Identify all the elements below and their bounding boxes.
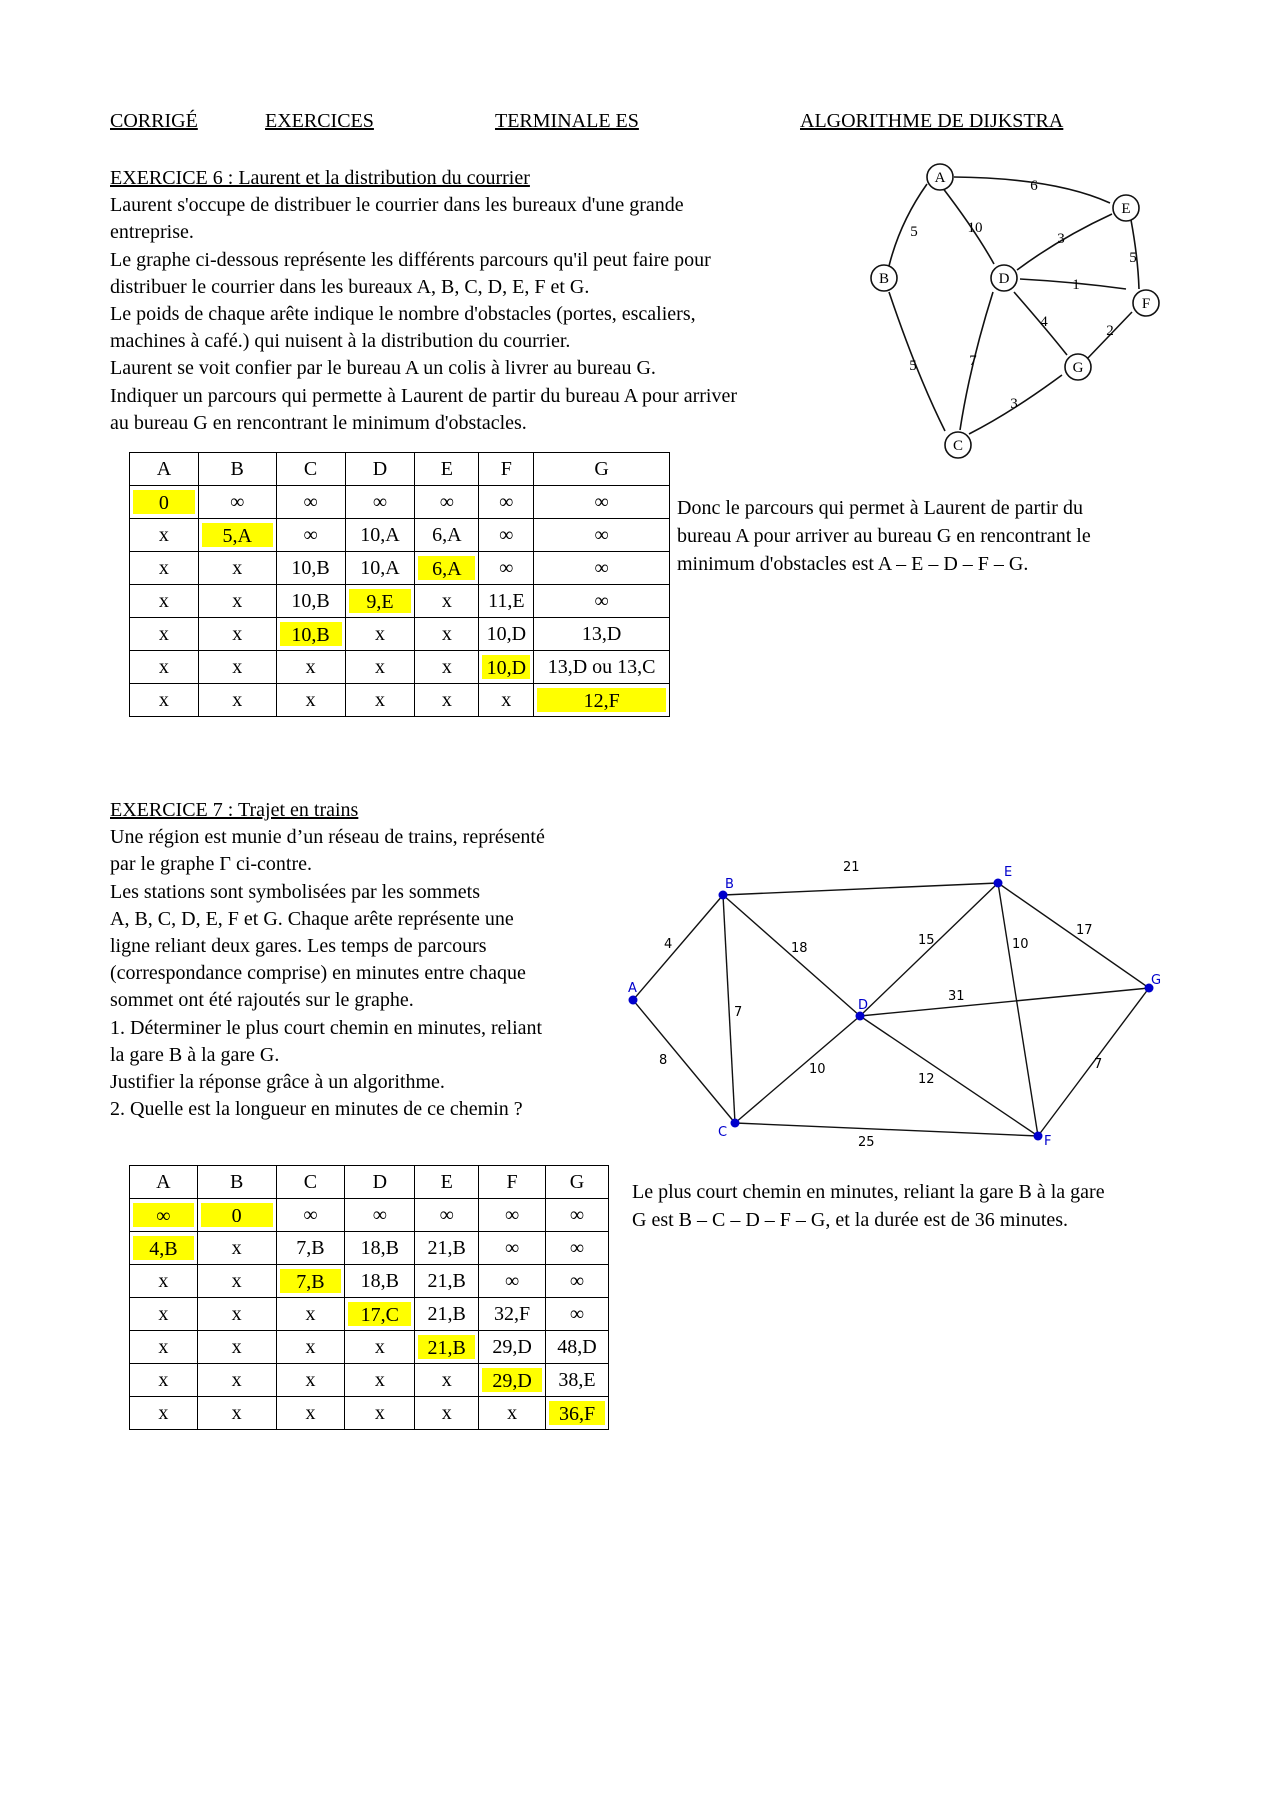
table-cell: x xyxy=(198,618,276,651)
ex6-weight: 5 xyxy=(909,358,917,374)
highlighted-value: 12,F xyxy=(537,688,666,712)
ex6-vertex-label: G xyxy=(1072,360,1084,376)
table-cell: ∞ xyxy=(276,1199,345,1232)
table-cell: 10,A xyxy=(345,552,415,585)
table-cell: x xyxy=(345,618,415,651)
ex7-line: 1. Déterminer le plus court chemin en minutes, reliant xyxy=(110,1016,543,1039)
ex7-edge-a-b xyxy=(633,895,723,1000)
ex6-line: Le graphe ci-dessous représente les différents parcours qu'il peut faire pour xyxy=(110,248,711,271)
ex6-line: entreprise. xyxy=(110,221,194,244)
table-cell: 18,B xyxy=(345,1232,415,1265)
table-row xyxy=(130,486,670,519)
table-cell: ∞ xyxy=(479,1199,546,1232)
table-cell: ∞ xyxy=(479,519,534,552)
table-header-cell: G xyxy=(546,1166,609,1199)
table-row xyxy=(130,1298,609,1331)
ex7-graph xyxy=(620,850,1180,1160)
ex6-weight: 5 xyxy=(910,224,918,240)
ex7-answer xyxy=(632,1178,1105,1234)
table-cell xyxy=(345,585,415,618)
table-header-cell: F xyxy=(479,453,534,486)
ex7-vertex-label: G xyxy=(1151,973,1162,988)
ex7-line: la gare B à la gare G. xyxy=(110,1043,280,1066)
table-row xyxy=(130,519,670,552)
ex6-vertex-label: A xyxy=(934,170,946,186)
ex6-vertex-label: C xyxy=(952,438,964,454)
ex6-vertex-label: E xyxy=(1121,201,1131,217)
table-header-cell: F xyxy=(479,1166,546,1199)
ex7-line: par le graphe Γ ci-contre. xyxy=(110,853,313,876)
ex6-weight: 1 xyxy=(1072,277,1080,293)
table-header-cell: E xyxy=(415,1166,479,1199)
table-cell: x xyxy=(415,651,479,684)
ex7-vertex-a xyxy=(629,996,638,1005)
table-cell: x xyxy=(198,552,276,585)
ex7-weight: 10 xyxy=(809,1062,826,1077)
table-cell: 13,D ou 13,C xyxy=(534,651,670,684)
table-cell: ∞ xyxy=(345,486,415,519)
table-cell: x xyxy=(415,684,479,717)
ex7-weight: 31 xyxy=(948,989,965,1004)
ex6-weight: 2 xyxy=(1106,323,1114,339)
ex6-weight: 10 xyxy=(967,220,983,236)
table-cell: x xyxy=(130,684,199,717)
table-cell: x xyxy=(130,1331,198,1364)
ex7-weight: 18 xyxy=(791,941,808,956)
table-cell xyxy=(479,1364,546,1397)
ex7-vertex-label: D xyxy=(858,998,869,1013)
ex7-line: Une région est munie d’un réseau de trains, représenté xyxy=(110,826,545,849)
ex7-dijkstra-table xyxy=(129,1165,609,1430)
header-terminale: TERMINALE ES xyxy=(495,110,639,132)
table-cell xyxy=(534,684,670,717)
ex7-edge-c-d xyxy=(735,1016,860,1123)
table-cell: ∞ xyxy=(546,1298,609,1331)
table-cell: x xyxy=(198,684,276,717)
ex7-line: sommet ont été rajoutés sur le graphe. xyxy=(110,989,414,1012)
table-cell xyxy=(415,552,479,585)
table-cell: 10,A xyxy=(345,519,415,552)
table-cell: x xyxy=(197,1364,276,1397)
table-cell: x xyxy=(130,519,199,552)
table-cell xyxy=(415,1331,479,1364)
ex7-vertex-f xyxy=(1034,1132,1043,1141)
table-cell: 11,E xyxy=(479,585,534,618)
highlighted-value: 4,B xyxy=(133,1236,194,1260)
table-cell: ∞ xyxy=(534,519,670,552)
ex7-line: Justifier la réponse grâce à un algorithme. xyxy=(110,1071,445,1094)
table-cell: 21,B xyxy=(415,1298,479,1331)
table-cell: 21,B xyxy=(415,1265,479,1298)
ex7-vertex-label: B xyxy=(725,877,734,892)
table-header-cell: C xyxy=(276,453,345,486)
ex7-answer-line: Le plus court chemin en minutes, reliant la gare B à la gare xyxy=(632,1181,1105,1203)
ex6-answer-line: Donc le parcours qui permet à Laurent de partir du xyxy=(677,497,1083,519)
table-header-cell: A xyxy=(130,453,199,486)
table-row xyxy=(130,651,670,684)
ex7-line: (correspondance comprise) en minutes entre chaque xyxy=(110,962,526,985)
table-cell: x xyxy=(415,1397,479,1430)
ex7-edge-e-g xyxy=(998,883,1149,988)
table-header-cell: D xyxy=(345,1166,415,1199)
table-cell: ∞ xyxy=(479,1232,546,1265)
table-cell: x xyxy=(130,1397,198,1430)
table-cell: x xyxy=(197,1331,276,1364)
highlighted-value: 29,D xyxy=(482,1368,542,1392)
table-header-cell: B xyxy=(197,1166,276,1199)
ex7-edge-b-e xyxy=(723,883,998,895)
table-cell: ∞ xyxy=(546,1232,609,1265)
ex6-vertex-label: D xyxy=(998,271,1010,287)
table-cell: x xyxy=(345,684,415,717)
table-cell: x xyxy=(197,1265,276,1298)
ex7-vertex-e xyxy=(994,879,1003,888)
ex7-weight: 21 xyxy=(843,860,860,875)
table-cell: x xyxy=(197,1232,276,1265)
ex6-line: au bureau G en rencontrant le minimum d'obstacles. xyxy=(110,411,527,434)
table-header-cell: B xyxy=(198,453,276,486)
ex6-line: Laurent s'occupe de distribuer le courrier dans les bureaux d'une grande xyxy=(110,194,684,217)
ex6-line: distribuer le courrier dans les bureaux A, B, C, D, E, F et G. xyxy=(110,275,590,298)
table-cell: x xyxy=(479,1397,546,1430)
table-cell: ∞ xyxy=(534,552,670,585)
ex7-vertex-c xyxy=(731,1119,740,1128)
ex7-line: A, B, C, D, E, F et G. Chaque arête représente une xyxy=(110,907,514,930)
table-cell: 18,B xyxy=(345,1265,415,1298)
highlighted-value: 0 xyxy=(201,1203,273,1227)
highlighted-value: 21,B xyxy=(418,1335,475,1359)
ex7-edge-c-f xyxy=(735,1123,1038,1136)
ex7-weight: 7 xyxy=(1094,1057,1103,1072)
ex6-title: EXERCICE 6 : Laurent et la distribution du courrier xyxy=(110,167,530,189)
table-cell: x xyxy=(130,552,199,585)
table-cell: x xyxy=(415,618,479,651)
table-cell: ∞ xyxy=(534,585,670,618)
table-cell: ∞ xyxy=(479,486,534,519)
ex6-line: machines à café.) qui nuisent à la distribution du courrier. xyxy=(110,330,571,353)
ex7-edge-d-g xyxy=(860,988,1149,1016)
table-cell: x xyxy=(130,618,199,651)
table-cell xyxy=(130,1232,198,1265)
table-cell: x xyxy=(345,1397,415,1430)
ex6-answer xyxy=(677,494,1091,578)
highlighted-value: 0 xyxy=(133,490,195,514)
table-cell: x xyxy=(276,684,345,717)
table-cell: x xyxy=(345,1331,415,1364)
highlighted-value: ∞ xyxy=(133,1203,194,1227)
ex6-edge-a-b xyxy=(889,184,927,266)
ex6-weight: 7 xyxy=(969,353,977,369)
table-row xyxy=(130,684,670,717)
table-row xyxy=(130,1364,609,1397)
table-cell xyxy=(198,519,276,552)
highlighted-value: 10,B xyxy=(280,622,342,646)
table-cell xyxy=(130,1199,198,1232)
table-cell: 32,F xyxy=(479,1298,546,1331)
ex7-line: Les stations sont symbolisées par les sommets xyxy=(110,880,480,903)
table-cell: 7,B xyxy=(276,1232,345,1265)
ex7-weight: 25 xyxy=(858,1135,875,1150)
table-cell: 48,D xyxy=(546,1331,609,1364)
table-header-row xyxy=(130,453,670,486)
ex7-edge-a-c xyxy=(633,1000,735,1123)
table-cell: ∞ xyxy=(479,1265,546,1298)
table-cell: x xyxy=(130,585,199,618)
table-cell: ∞ xyxy=(479,552,534,585)
table-cell xyxy=(276,618,345,651)
table-cell: x xyxy=(197,1298,276,1331)
ex7-vertex-label: F xyxy=(1044,1134,1052,1149)
highlighted-value: 6,A xyxy=(418,556,475,580)
table-row xyxy=(130,1232,609,1265)
table-cell: ∞ xyxy=(415,1199,479,1232)
table-header-row xyxy=(130,1166,609,1199)
table-cell xyxy=(276,1265,345,1298)
ex7-weight: 4 xyxy=(664,937,673,952)
table-cell: 10,B xyxy=(276,585,345,618)
ex7-weight: 8 xyxy=(659,1053,668,1068)
ex7-weight: 15 xyxy=(918,933,935,948)
ex7-vertex-label: E xyxy=(1004,865,1013,880)
table-row xyxy=(130,585,670,618)
table-cell: x xyxy=(276,1331,345,1364)
highlighted-value: 7,B xyxy=(280,1269,342,1293)
table-cell: 10,D xyxy=(479,618,534,651)
table-cell: x xyxy=(198,585,276,618)
table-cell: x xyxy=(276,1298,345,1331)
table-cell: x xyxy=(197,1397,276,1430)
table-cell: x xyxy=(130,1265,198,1298)
table-cell: x xyxy=(198,651,276,684)
table-cell: ∞ xyxy=(415,486,479,519)
ex6-vertex-label: F xyxy=(1141,296,1151,312)
ex7-vertex-label: A xyxy=(628,981,637,996)
table-row xyxy=(130,1199,609,1232)
table-header-cell: A xyxy=(130,1166,198,1199)
table-header-cell: D xyxy=(345,453,415,486)
ex6-line: Le poids de chaque arête indique le nombre d'obstacles (portes, escaliers, xyxy=(110,303,696,326)
table-header-cell: E xyxy=(415,453,479,486)
ex6-weight: 4 xyxy=(1040,314,1048,330)
ex7-line: 2. Quelle est la longueur en minutes de ce chemin ? xyxy=(110,1098,523,1121)
table-cell: ∞ xyxy=(198,486,276,519)
table-cell: 29,D xyxy=(479,1331,546,1364)
ex6-statement xyxy=(110,165,737,437)
ex7-weight: 7 xyxy=(734,1005,743,1020)
header-exercices: EXERCICES xyxy=(265,110,374,132)
table-cell: 38,E xyxy=(546,1364,609,1397)
table-header-cell: G xyxy=(534,453,670,486)
table-cell: 10,B xyxy=(276,552,345,585)
table-cell: ∞ xyxy=(276,519,345,552)
table-row xyxy=(130,1265,609,1298)
ex7-answer-line: G est B – C – D – F – G, et la durée est de 36 minutes. xyxy=(632,1209,1069,1231)
table-cell: x xyxy=(276,651,345,684)
ex7-weight: 12 xyxy=(918,1072,935,1087)
table-row xyxy=(130,552,670,585)
table-cell: x xyxy=(130,651,199,684)
table-cell: x xyxy=(479,684,534,717)
ex6-vertex-label: B xyxy=(878,271,890,287)
table-cell: x xyxy=(415,585,479,618)
table-cell xyxy=(197,1199,276,1232)
table-cell: ∞ xyxy=(276,486,345,519)
ex6-weight: 6 xyxy=(1030,178,1038,194)
highlighted-value: 5,A xyxy=(202,523,273,547)
table-cell: ∞ xyxy=(546,1199,609,1232)
ex7-line: ligne reliant deux gares. Les temps de parcours xyxy=(110,935,487,958)
table-row xyxy=(130,1397,609,1430)
table-cell: 13,D xyxy=(534,618,670,651)
table-cell: x xyxy=(276,1397,345,1430)
ex7-statement xyxy=(110,797,545,1123)
ex7-weight: 10 xyxy=(1012,937,1029,952)
table-row xyxy=(130,618,670,651)
table-cell: ∞ xyxy=(345,1199,415,1232)
highlighted-value: 9,E xyxy=(349,589,412,613)
ex6-answer-line: minimum d'obstacles est A – E – D – F – G. xyxy=(677,553,1029,575)
highlighted-value: 10,D xyxy=(482,655,530,679)
table-cell: 6,A xyxy=(415,519,479,552)
ex6-line: Laurent se voit confier par le bureau A un colis à livrer au bureau G. xyxy=(110,357,656,380)
page-header xyxy=(110,110,1100,136)
table-cell: ∞ xyxy=(546,1265,609,1298)
table-cell: x xyxy=(345,651,415,684)
table-cell xyxy=(546,1397,609,1430)
header-algorithme: ALGORITHME DE DIJKSTRA xyxy=(800,110,1064,132)
ex7-edge-d-f xyxy=(860,1016,1038,1136)
ex7-title: EXERCICE 7 : Trajet en trains xyxy=(110,799,359,821)
ex6-edge-b-c xyxy=(889,292,945,431)
table-row xyxy=(130,1331,609,1364)
header-corrige: CORRIGÉ xyxy=(110,110,198,132)
table-cell: ∞ xyxy=(534,486,670,519)
ex6-weight: 3 xyxy=(1057,231,1065,247)
ex6-dijkstra-table xyxy=(129,452,670,717)
table-cell xyxy=(345,1298,415,1331)
table-cell: x xyxy=(276,1364,345,1397)
ex6-weight: 5 xyxy=(1129,250,1137,266)
ex7-weight: 17 xyxy=(1076,923,1093,938)
ex6-answer-line: bureau A pour arriver au bureau G en rencontrant le xyxy=(677,525,1091,547)
table-cell: 21,B xyxy=(415,1232,479,1265)
table-cell: x xyxy=(415,1364,479,1397)
table-cell: x xyxy=(130,1364,198,1397)
table-cell: x xyxy=(345,1364,415,1397)
ex7-vertex-label: C xyxy=(718,1125,728,1140)
highlighted-value: 36,F xyxy=(549,1401,605,1425)
highlighted-value: 17,C xyxy=(348,1302,411,1326)
ex7-edge-e-d xyxy=(860,883,998,1016)
table-cell xyxy=(130,486,199,519)
ex6-graph xyxy=(860,160,1170,470)
ex7-edge-e-f xyxy=(998,883,1038,1136)
ex6-weight: 3 xyxy=(1010,396,1018,412)
table-cell xyxy=(479,651,534,684)
table-cell: x xyxy=(130,1298,198,1331)
ex6-line: Indiquer un parcours qui permette à Laurent de partir du bureau A pour arriver xyxy=(110,384,737,407)
table-header-cell: C xyxy=(276,1166,345,1199)
